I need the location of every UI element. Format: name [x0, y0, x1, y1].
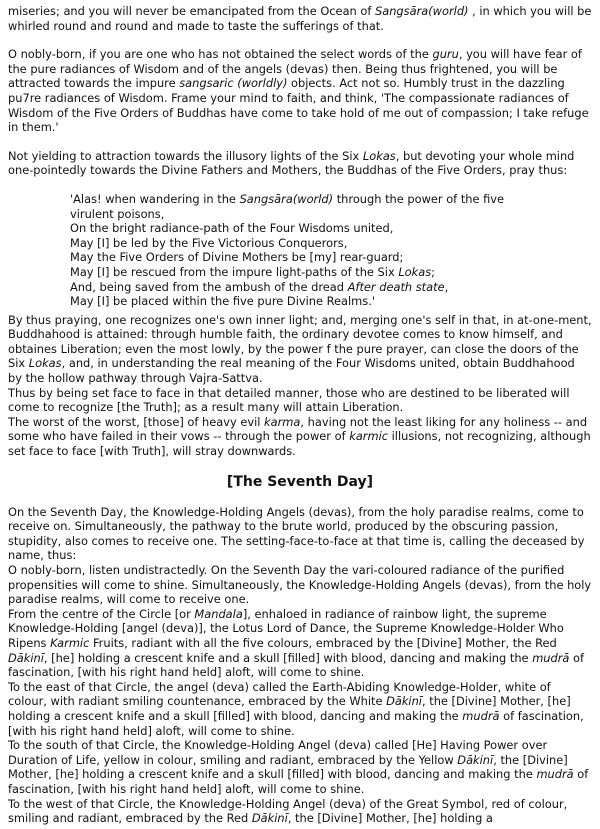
italic-term: Mandala: [194, 606, 243, 621]
italic-term: Dākinī: [8, 650, 44, 665]
paragraph: On the Seventh Day, the Knowledge-Holding Angels (devas), from the holy paradise realms, come to receive on. Simultaneously, the pathway to the brute world, produced by the obscuring passion, stupidity, also comes to receive one. The setting-face-to-face at that time is, calling the deceased by name, thus:: [8, 504, 585, 563]
italic-term: mudrā: [462, 708, 500, 723]
paragraph: To the east of that Circle, the angel (deva) called the Earth-Abiding Knowledge-Holder, white of colour, with radiant smiling countenance, embraced by the White Dākinī, the [Divine] Mother, [he] holding a crescent knife and a skull [filled] with blood, dancing and making the mudrā of fascination, [with his right hand held] aloft, will come to shine.: [8, 679, 584, 738]
italic-term: Sangsāra(world): [239, 191, 334, 206]
italic-term: Sangsāra(world): [375, 4, 469, 18]
verse-line: virulent poisons,: [70, 206, 165, 221]
italic-term: Lokas: [362, 148, 396, 163]
italic-term: sangsaric (worldly): [179, 76, 288, 91]
paragraph: To the south of that Circle, the Knowledge-Holding Angel (deva) called [He] Having Power over Duration of Life, yellow in colour, smiling and radiant, embraced by the Yellow Dākinī, the [Divine] Mother, [he] holding a crescent knife and a skull [filled] with blood, dancing and making the mudrā of fascination, [with his right hand held] aloft, will come to shine.: [8, 738, 589, 796]
verse-line: May [I] be placed within the five pure Divine Realms.': [70, 294, 375, 309]
paragraph: Thus by being set face to face in that detailed manner, those who are destined to be liberated will come to recognize [the Truth]; as a result many will attain Liberation.: [8, 385, 570, 415]
italic-term: After death state: [347, 279, 445, 294]
paragraph: From the centre of the Circle [or Mandala], enhaloed in radiance of rainbow light, the supreme Knowledge-Holding [angel (deva)], the Lotus Lord of Dance, the Supreme Knowledge-Holder Who Ripens Karmic Fruits, radiant with all the five colours, embraced by the [Divine] Mother, the Red Dākinī, [he] holding a crescent knife and a skull [filled] with blood, dancing and making the mudrā of fascination, [with his right hand held] aloft, will come to shine.: [8, 606, 585, 680]
paragraph: The worst of the worst, [those] of heavy evil karma, having not the least liking for any holiness -- and some who have failed in their vows -- through the power of karmic illusions, not recognizing, although set face to face [with Truth], will stray downwards.: [8, 414, 591, 459]
italic-term: Karmic: [50, 635, 90, 650]
prayer-verse: [70, 192, 592, 309]
verse-line: 'Alas! when wandering in the Sangsāra(world) through the power of the five: [70, 191, 505, 206]
paragraph: To the west of that Circle, the Knowledge-Holding Angel (deva) of the Great Symbol, red of colour, smiling and radiant, embraced by the Red Dākinī, the [Divine] Mother, [he] holding a: [8, 796, 568, 826]
italic-term: Dākinī: [457, 752, 494, 767]
paragraph: O nobly-born, if you are one who has not obtained the select words of the guru, you will have fear of the pure radiances of Wisdom and of the angels (devas) then. Being thus frightened, you will be attracted towards the impure sangsaric (worldly) objects. Act not so. Humbly trust in the dazzling pu7re radiances of Wisdom. Frame your mind to faith, and think, 'The compassionate radiances of Wisdom of the Five Orders of Buddhas have come to take hold of me out of compassion; I take refuge in them.': [8, 47, 589, 135]
verse-line: On the bright radiance-path of the Four Wisdoms united,: [70, 221, 394, 236]
italic-term: Lokas: [398, 264, 432, 279]
italic-term: guru: [432, 47, 459, 62]
italic-term: Dākinī: [386, 694, 422, 709]
verse-line: May [I] be led by the Five Victorious Conquerors,: [70, 235, 348, 250]
verse-line: May the Five Orders of Divine Mothers be [my] rear-guard;: [70, 250, 404, 265]
italic-term: mudrā: [532, 650, 570, 665]
italic-term: Lokas: [28, 356, 62, 371]
italic-term: karmic: [349, 429, 389, 444]
paragraph: O nobly-born, listen undistractedly. On the Seventh Day the vari-coloured radiance of the purified propensities will come to shine. Simultaneously, the Knowledge-Holding Angels (devas), from the holy paradise realms, will come to receive one.: [8, 563, 592, 607]
italic-term: mudrā: [536, 767, 574, 782]
paragraph: By thus praying, one recognizes one's own inner light; and, merging one's self in that, in at-one-ment, Buddhahood is attained: through humble faith, the ordinary devotee comes to know himself, and obtaines Liberation; even the most lowly, by the power f the pure prayer, can close the doors of the Six Lokas, and, in understanding the real meaning of the Four Wisdoms united, obtain Buddhahood by the hollow pathway through Vajra-Sattva.: [8, 312, 592, 386]
paragraph: Not yielding to attraction towards the illusory lights of the Six Lokas, but devoting your whole mind one-pointedly towards the Divine Fathers and Mothers, the Buddhas of the Five Orders, pray thus:: [8, 148, 575, 178]
section-heading: [The Seventh Day]: [226, 473, 374, 490]
verse-line: May [I] be rescued from the impure light-paths of the Six Lokas;: [70, 264, 435, 279]
verse-line: And, being saved from the ambush of the dread After death state,: [70, 279, 449, 294]
paragraph: miseries; and you will never be emancipated from the Ocean of Sangsāra(world) , in which you will be whirled round and round and made to taste the sufferings of that.: [8, 4, 592, 33]
italic-term: karma: [264, 414, 301, 429]
italic-term: Dākinī: [251, 811, 288, 826]
